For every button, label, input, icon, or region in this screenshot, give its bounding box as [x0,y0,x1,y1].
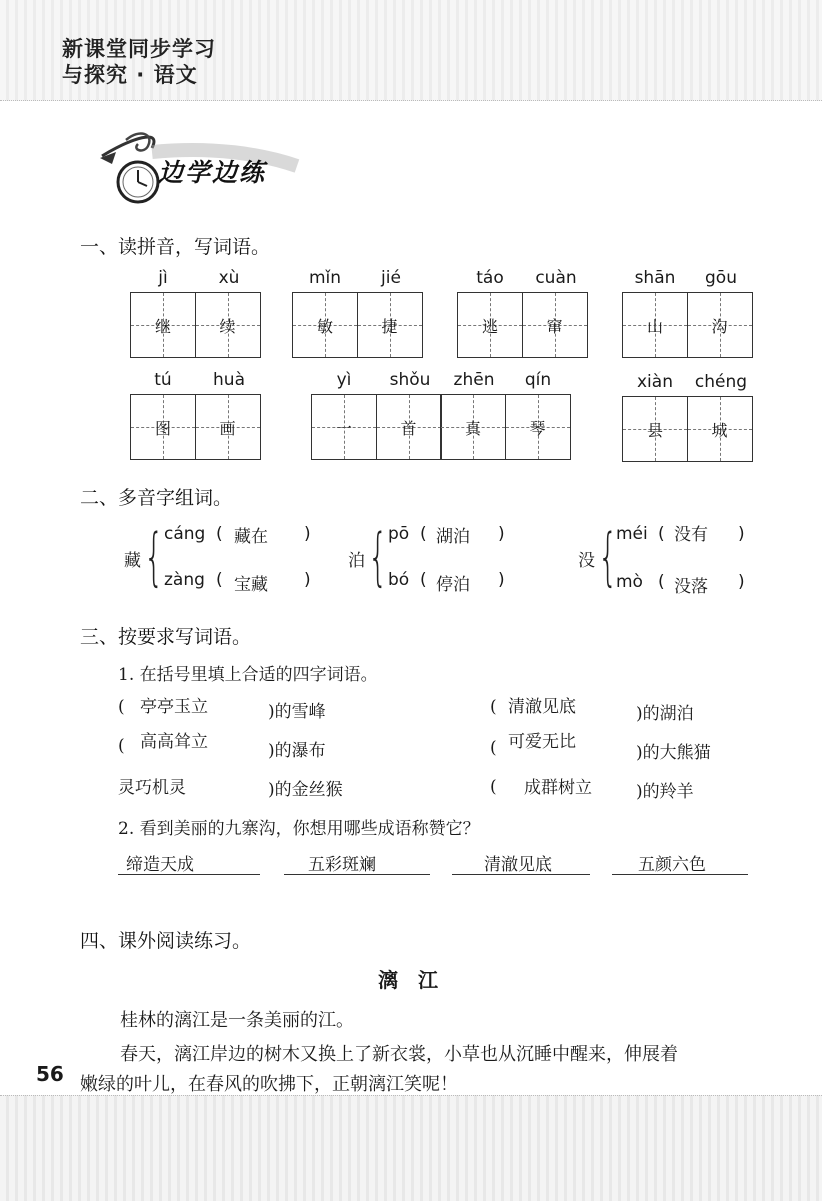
pinyin: jié [381,268,401,288]
answer-word[interactable]: 宝藏 [234,575,268,595]
pinyin: jì [158,268,168,288]
book-title [62,36,216,88]
pinyin: chéng [694,372,748,392]
answer-blank[interactable]: 灵巧机灵 [118,778,186,798]
question-2: 2. 看到美丽的九寨沟，你想用哪些成语称赞它？ [118,819,480,839]
workbook-page: 新课堂同步学习 与探究 · 语文 边学边练 一、读拼音，写词语。 jì xù 继 续 mǐn jié 敏 捷 táo cuàn 逃 窜 shān gōu 山 沟 tú huà 图 画 yì shǒu zhēn qín 一 首 真 琴 xiàn chéng 县 城 二、多音字组词。 藏 { cáng ( 藏在 ) zàng ( 宝藏 ) 泊 { pō ( 湖泊 ) bó ( 停泊 ) 没 { méi ( 没有 ) mò ( 没落 ) 三、按要求写词语。 1. 在括号里填上合适的四字词语。 ( 亭亭玉立 )的雪峰 ( 清澈见底 )的湖泊 ( 高高耸立 )的瀑布 ( 可爱无比 )的大熊猫 灵巧机灵 )的金丝猴 ( 成群树立 )的羚羊 2. 看到美丽的九寨沟，你想用哪些成语称赞它？ 缔造天成 五彩斑斓 清澈见底 五颜六色 四、课外阅读练习。 漓江 桂林的漓江是一条美丽的江。 春天，漓江岸边的树木又换上了新衣裳，小草也从沉睡中醒来，伸展着 嫩绿的叶儿，在春风的吹拂下，正朝漓江笑呢！ 56 [0,0,822,1200]
pinyin: pō [388,524,410,544]
answer-word[interactable]: 湖泊 [436,527,470,547]
writing-cell[interactable]: 续 [195,292,261,358]
question-1: 1. 在括号里填上合适的四字词语。 [118,665,378,685]
page-number: 56 [36,1062,64,1086]
pinyin: zhēn [453,370,495,390]
polyphone-item: 没 { méi ( 没有 ) mò ( 没落 ) [578,520,745,597]
idiom-line[interactable]: 缔造天成 [118,850,260,875]
word-group [457,268,589,358]
footer-band [0,1095,822,1201]
section2-title: 二、多音字组词。 [80,487,233,509]
polyphone-char: 泊 [348,551,365,571]
pinyin: cáng [164,524,206,544]
section3-title: 三、按要求写词语。 [80,626,252,648]
blank-suffix: )的雪峰 [268,702,326,722]
blank-suffix: )的瀑布 [268,741,326,761]
blank-suffix: )的金丝猴 [268,780,343,800]
blank-suffix: )的羚羊 [636,782,694,802]
writing-cell[interactable]: 窜 [522,292,588,358]
writing-cell[interactable]: 逃 [457,292,523,358]
writing-cell[interactable]: 山 [622,292,688,358]
answer-blank[interactable]: 高高耸立 [140,732,208,752]
word-group [311,370,575,460]
idiom-line[interactable]: 五彩斑斓 [284,850,430,875]
pinyin: shān [634,268,676,288]
polyphone-item: 藏 { cáng ( 藏在 ) zàng ( 宝藏 ) [124,520,311,595]
word-group [130,370,262,460]
answer-word[interactable]: 停泊 [436,575,470,595]
answer-word[interactable]: 没落 [674,577,708,597]
brace-icon: { [368,520,388,593]
polyphone-char: 没 [578,551,595,571]
word-group [622,268,754,358]
pinyin: cuàn [535,268,577,288]
pinyin: mǐn [308,268,342,288]
polyphone-char: 藏 [124,551,141,571]
pinyin: xù [218,268,240,288]
section4-title: 四、课外阅读练习。 [80,930,252,952]
writing-cell[interactable]: 画 [195,394,261,460]
pinyin: zàng [164,570,205,590]
section1-title: 一、读拼音，写词语。 [80,236,271,258]
writing-cell[interactable]: 琴 [505,394,571,460]
pinyin: yì [336,370,352,390]
idiom-line[interactable]: 清澈见底 [452,850,590,875]
pinyin: tú [154,370,172,390]
answer-word[interactable]: 藏在 [234,527,268,547]
blank-suffix: )的大熊猫 [636,743,711,763]
reading-paragraph: 嫩绿的叶儿，在春风的吹拂下，正朝漓江笑呢！ [80,1074,458,1095]
writing-cell[interactable]: 继 [130,292,196,358]
book-title-line1: 新课堂同步学习 [62,37,216,61]
pinyin: shǒu [389,370,431,390]
writing-cell[interactable]: 沟 [687,292,753,358]
pinyin: mò [616,572,643,592]
book-title-line2: 与探究 · 语文 [62,63,198,87]
word-group [622,372,754,462]
word-group [130,268,262,358]
pinyin: táo [476,268,504,288]
polyphone-item: 泊 { pō ( 湖泊 ) bó ( 停泊 ) [348,520,505,595]
answer-blank[interactable]: 可爱无比 [508,732,576,752]
word-group [292,268,424,358]
writing-cell[interactable]: 图 [130,394,196,460]
writing-cell[interactable]: 首 [376,394,442,460]
reading-paragraph: 桂林的漓江是一条美丽的江。 [120,1010,354,1031]
pinyin: huà [213,370,245,390]
reading-title: 漓江 [378,968,458,992]
answer-word[interactable]: 没有 [674,525,708,545]
writing-cell[interactable]: 一 [311,394,377,460]
answer-blank[interactable]: 清澈见底 [508,697,576,717]
pinyin: méi [616,524,648,544]
writing-cell[interactable]: 城 [687,396,753,462]
writing-cell[interactable]: 敏 [292,292,358,358]
pinyin: bó [388,570,410,590]
idiom-line[interactable]: 五颜六色 [612,850,748,875]
brace-icon: { [144,520,164,593]
blank-suffix: )的湖泊 [636,704,694,724]
answer-blank[interactable]: 成群树立 [524,778,592,798]
reading-paragraph: 春天，漓江岸边的树木又换上了新衣裳，小草也从沉睡中醒来，伸展着 [120,1044,678,1065]
writing-cell[interactable]: 捷 [357,292,423,358]
pinyin: qín [524,370,552,390]
writing-cell[interactable]: 县 [622,396,688,462]
pinyin: xiàn [637,372,673,392]
brace-icon: { [598,520,618,593]
section-banner-title: 边学边练 [158,158,267,187]
pinyin: gōu [705,268,737,288]
writing-cell[interactable]: 真 [440,394,506,460]
answer-blank[interactable]: 亭亭玉立 [140,697,208,717]
